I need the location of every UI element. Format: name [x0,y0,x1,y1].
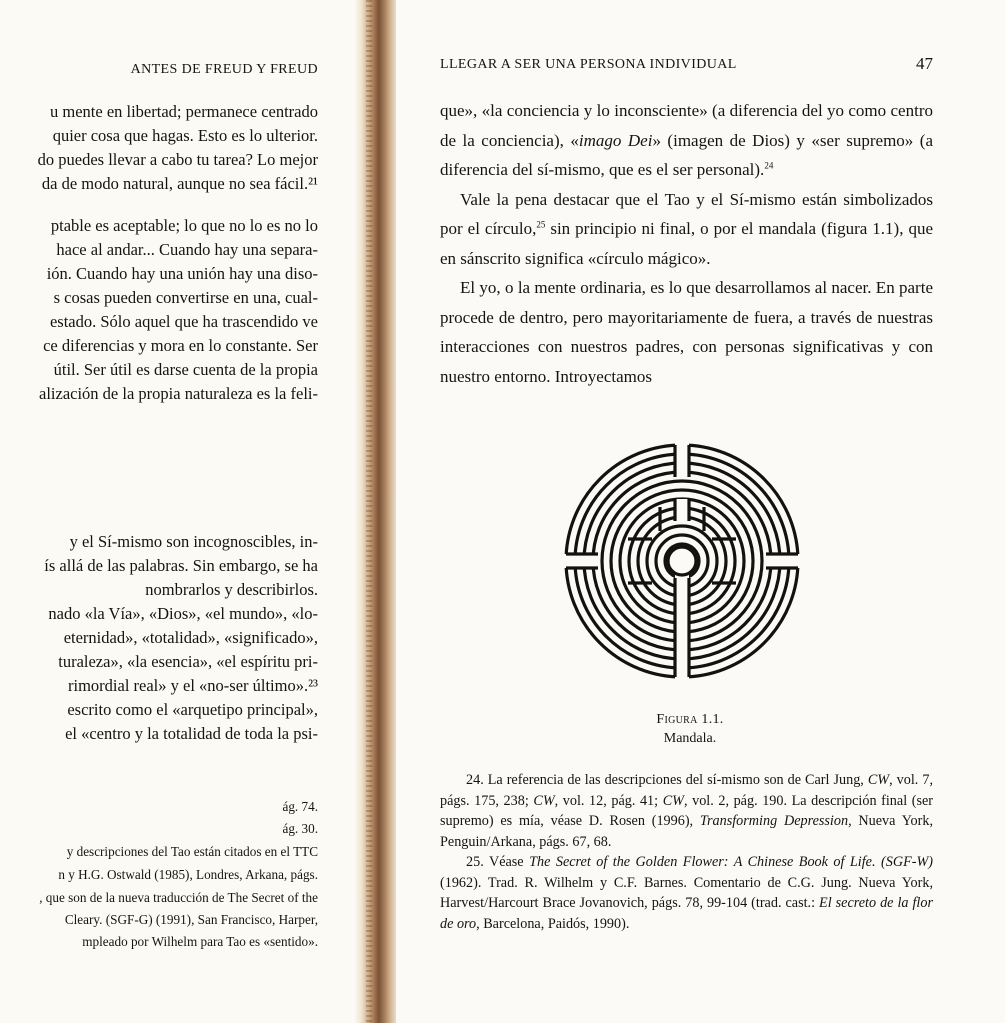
text-line: eternidad», «totalidad», «significado», [63,628,318,647]
paragraph: Vale la pena destacar que el Tao y el Sí-mismo están simbolizados por el círculo,$^{25}$ sin principio ni final, o por el mandala (figura 1.1), que en sánscrito significa «círculo mágico». [440,189,933,268]
text-line: s cosas pueden convertirse en una, cual- [53,288,318,307]
right-page-footnotes [440,770,933,934]
text-line: el «centro y la totalidad de toda la psi- [65,724,318,743]
text-line: ce diferencias y mora en lo constante. Ser [43,336,318,355]
text-line: ión. Cuando hay una unión hay una diso- [46,264,318,283]
footnote-25: 25. Véase The Secret of the Golden Flower: A Chinese Book of Life. (SGF-W) (1962). Trad. R. Wilhelm y C.F. Barnes. Comentario de C.G. Jung. Nueva York, Harvest/Harcourt Brace Jovanovich, págs. 78, 99-104 (trad. cast.: El secreto de la flor de oro, Barcelona, Paidós, 1990). [440,854,933,932]
text-line: u mente en libertad; permanece centrado [50,102,318,121]
text-line: quier cosa que hagas. Esto es lo ulterior. [52,126,318,145]
text-line: nombrarlos y describirlos. [145,580,318,599]
figure-label: Figura 1.1. [656,712,724,727]
right-running-head: LLEGAR A SER UNA PERSONA INDIVIDUAL [440,57,737,72]
left-running-head: ANTES DE FREUD Y FREUD [130,62,318,77]
footnote-line: n y H.G. Ostwald (1985), Londres, Arkana, págs. [58,867,318,882]
footnote-line: ág. 74. [282,799,318,814]
footnote-line: ág. 30. [282,821,318,836]
text-line: alización de la propia naturaleza es la feli- [39,384,318,403]
page-number: 47 [916,54,933,73]
footnote-24: 24. La referencia de las descripciones del sí-mismo son de Carl Jung, CW, vol. 7, págs. 175, 238; CW, vol. 12, pág. 41; CW, vol. 2, pág. 190. La descripción final (ser supremo) es mía, véase D. Rosen (1996), Transforming Depression, Nueva York, Penguin/Arkana, págs. 67, 68. [440,772,933,850]
footnote-line: mpleado por Wilhelm para Tao es «sentido». [82,934,318,949]
text-line: da de modo natural, aunque no sea fácil.²¹ [41,174,318,193]
labyrinth-icon [562,441,802,681]
text-line: ís allá de las palabras. Sin embargo, se ha [44,556,318,575]
text-line: ptable es aceptable; lo que no lo es no lo [50,216,318,235]
text-line: rimordial real» y el «no-ser último».²³ [68,676,318,695]
footnote-line: , que son de la nueva traducción de The Secret of the [39,890,318,905]
text-line: escrito como el «arquetipo principal», [67,700,318,719]
text-line: útil. Ser útil es darse cuenta de la propia [53,360,318,379]
right-page-body [440,96,933,391]
figure-caption: Mandala. [663,731,717,746]
footnote-line: y descripciones del Tao están citados en el TTC [66,844,318,859]
text-line: turaleza», «la esencia», «el espíritu pri- [58,652,318,671]
right-page [396,0,1005,1023]
footnote-line: Cleary. (SGF-G) (1991), San Francisco, Harper, [64,912,318,927]
paragraph: que», «la conciencia y lo inconsciente» (a diferencia del yo como centro de la conciencia), «imago Dei» (imagen de Dios) y «ser supremo» (a diferencia del sí-mismo, que es el ser personal).$^{24}$ [440,101,933,179]
text-line: do puedes llevar a cabo tu tarea? Lo mejor [37,150,318,169]
mandala-figure [562,441,802,681]
footnote-ref: 25 [536,219,546,230]
left-page [0,0,362,1023]
text-line: nado «la Vía», «Dios», «el mundo», «lo- [48,604,318,623]
text-line: hace al andar... Cuando hay una separa- [56,240,318,259]
text-line: y el Sí-mismo son incognoscibles, in- [69,532,318,551]
gutter-shadow [366,0,372,1023]
text-line: estado. Sólo aquel que ha trascendido ve [49,312,318,331]
paragraph: El yo, o la mente ordinaria, es lo que desarrollamos al nacer. En parte procede de dentro, pero mayoritariamente de fuera, a través de nuestras interacciones con nuestros padres, con personas significativas y con nuestro entorno. Introyectamos [440,278,933,386]
footnote-ref: 24 [764,160,774,171]
